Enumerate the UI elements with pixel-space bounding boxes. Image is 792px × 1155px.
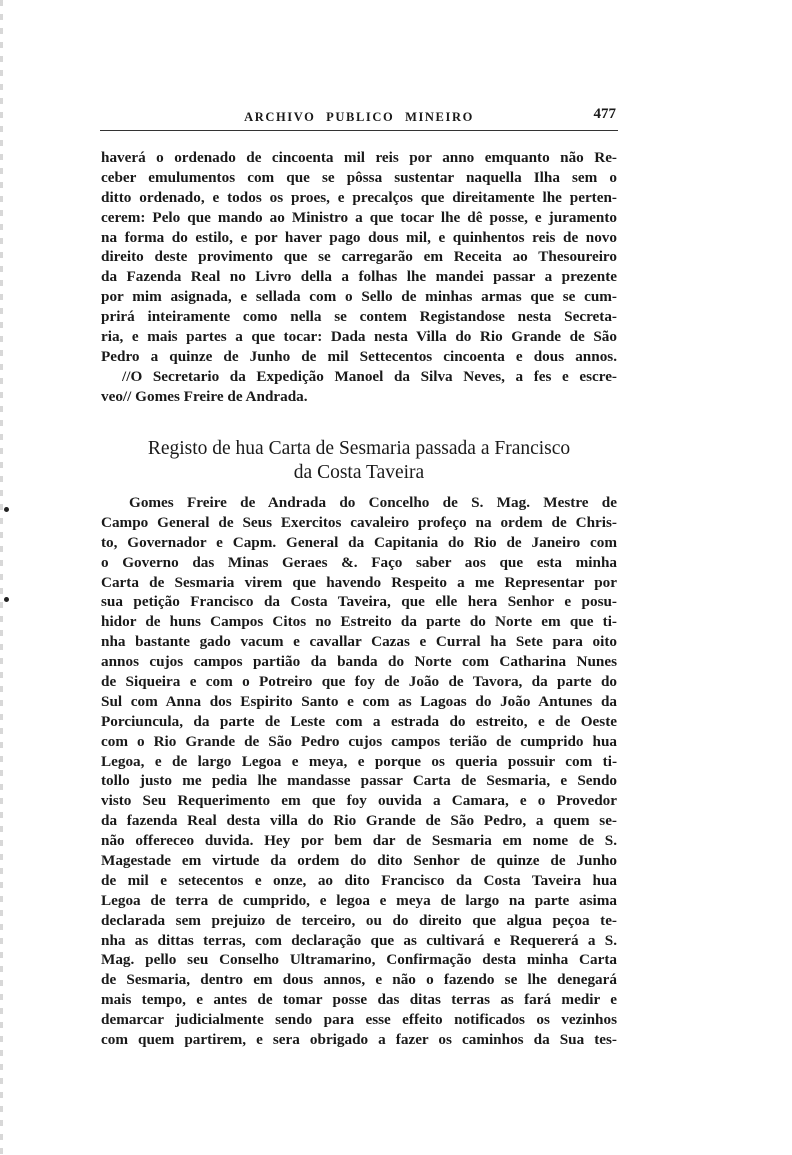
text-line: Legoa, e de largo Legoa e meya, e porque os queria possuir com ti- [101, 752, 617, 770]
text-line: nha bastante gado vacum e cavallar Cazas e Curral ha Sete para oito [101, 633, 617, 651]
text-line: tollo justo me pedia lhe mandasse passar Carta de Sesmaria, e Sendo [101, 772, 617, 790]
text-line: com o Rio Grande de São Pedro cujos campos terião de cumprido hua [101, 732, 617, 750]
text-line: com quem partirem, e sera obrigado a fazer os caminhos da Sua tes- [101, 1031, 617, 1049]
text-line: haverá o ordenado de cincoenta mil reis por anno emquanto não Re- [101, 149, 617, 166]
text-line: Magestade em virtude da ordem do dito Senhor de quinze de Junho [101, 852, 617, 870]
text-line: da Fazenda Real no Livro della a folhas lhe mandei passar a prezente [101, 268, 617, 286]
text-line: hidor de huns Campos Citos no Estreito da parte do Norte em que ti- [101, 613, 617, 631]
margin-mark [4, 507, 9, 512]
section-title-line: da Costa Taveira [293, 462, 425, 483]
text-line: Gomes Freire de Andrada do Concelho de S. Mag. Mestre de [129, 494, 617, 511]
text-line: não offereceo duvida. Hey por bem dar de Sesmaria em nome de S. [101, 832, 617, 850]
text-line: da fazenda Real desta villa do Rio Grande de São Pedro, a quem se- [101, 812, 617, 830]
paragraph-2 [101, 493, 617, 1050]
running-header [102, 106, 616, 128]
text-line: de Sesmaria, dentro em dous annos, e não o fazendo se lhe denegará [101, 971, 617, 989]
text-line: de Siqueira e com o Potreiro que foy de João de Tavora, da parte do [101, 673, 617, 691]
text-line: direito deste provimento que se carregarão em Receita ao Thesoureiro [101, 248, 617, 266]
text-line: visto Seu Requerimento em que foy ouvida a Camara, e o Provedor [101, 792, 617, 810]
text-line: na forma do estilo, e por haver pago dous mil, e quinhentos reis de novo [101, 228, 617, 246]
text-line: prirá inteiramente como nella se contem Registandose nesta Secreta- [101, 308, 617, 326]
header-rule [100, 130, 618, 131]
text-line: Legoa de terra de cumprido, e legoa e meya de largo na parte asima [101, 891, 617, 909]
text-line: por mim asignada, e sellada com o Sello de minhas armas que se cum- [101, 288, 617, 306]
text-line: Sul com Anna dos Espirito Santo e com as Lagoas do João Antunes da [101, 692, 617, 710]
text-line: //O Secretario da Expedição Manoel da Silva Neves, a fes e escre- [122, 367, 617, 385]
header-title: ARCHIVO PUBLICO MINEIRO [244, 110, 474, 124]
text-line: o Governo das Minas Geraes &. Faço saber aos que esta minha [101, 553, 617, 571]
section-title [100, 437, 618, 485]
text-line: declarada sem prejuizo de terceiro, ou do direito que algua peçoa te- [101, 911, 617, 929]
text-line: Mag. pello seu Conselho Ultramarino, Confirmação desta minha Carta [101, 951, 617, 969]
text-line: veo// Gomes Freire de Andrada. [101, 387, 308, 405]
binding-edge [0, 0, 3, 1155]
text-line: to, Governador e Capm. General da Capitania do Rio de Janeiro com [101, 533, 617, 551]
text-line: mais tempo, e antes de tomar posse das ditas terras as fará medir e [101, 991, 617, 1009]
text-line: ceber emulumentos com que se pôssa sustentar naquella Ilha sem o [101, 168, 617, 186]
text-line: Pedro a quinze de Junho de mil Settecentos cincoenta e dous annos. [101, 347, 617, 365]
text-line: Porciuncula, da parte de Leste com a estrada do estreito, e de Oeste [101, 712, 617, 730]
text-line: annos cujos campos partião da banda do Norte com Catharina Nunes [101, 653, 617, 671]
text-line: de mil e setecentos e onze, ao dito Francisco da Costa Taveira hua [101, 871, 617, 889]
text-line: ria, e mais partes a que tocar: Dada nesta Villa do Rio Grande de São [101, 328, 617, 346]
section-title-line: Registo de hua Carta de Sesmaria passada a Francisco [147, 438, 571, 459]
text-line: cerem: Pelo que mando ao Ministro a que tocar lhe dê posse, e juramento [101, 208, 617, 226]
text-line: Carta de Sesmaria virem que havendo Respeito a me Representar por [101, 573, 617, 591]
paragraph-1 [101, 148, 617, 407]
text-line: ditto ordenado, e todos os proes, e precalços que direitamente lhe perten- [101, 188, 617, 206]
text-line: demarcar judicialmente sendo para esse effeito notificados os vezinhos [101, 1011, 617, 1029]
text-line: Campo General de Seus Exercitos cavaleiro profeço na ordem de Chris- [101, 513, 617, 531]
text-line: sua petição Francisco da Costa Taveira, que elle hera Senhor e posu- [101, 593, 617, 611]
margin-mark [4, 597, 9, 602]
page-number: 477 [593, 106, 616, 122]
text-line: nha as dittas terras, com declaração que as cultivará e Requererá a S. [101, 931, 617, 949]
